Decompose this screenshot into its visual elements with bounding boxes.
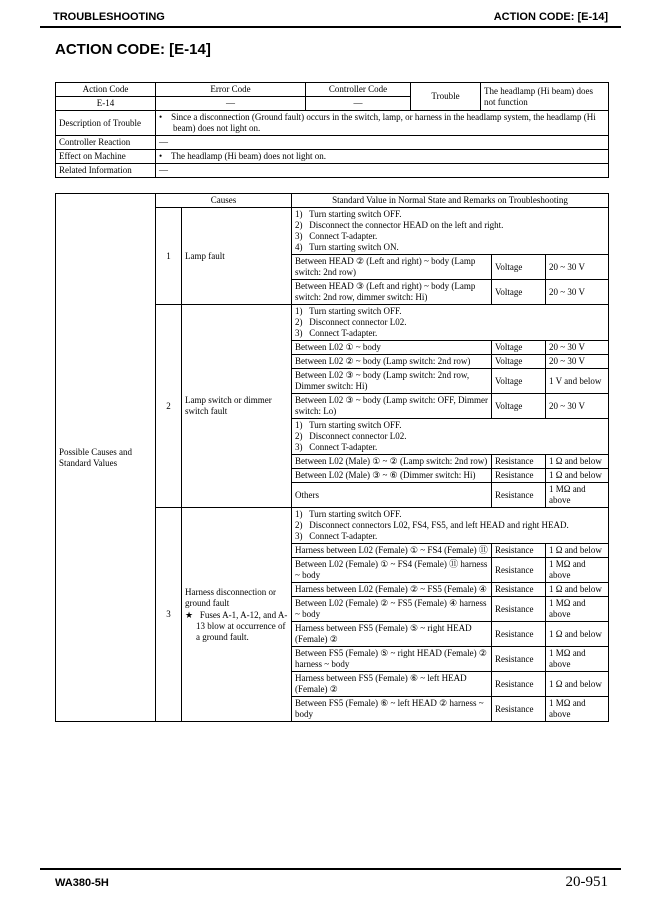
measurement-type: Resistance: [492, 622, 546, 647]
measurement-value: 1 Ω and below: [546, 672, 609, 697]
trouble-text: The headlamp (Hi beam) does not function: [481, 83, 609, 111]
trouble-info-table: [55, 82, 609, 178]
cause-name: [182, 508, 292, 722]
measurement-value: 20 ~ 30 V: [546, 394, 609, 419]
description-row: [56, 111, 609, 136]
controller-code-value: —: [306, 97, 411, 111]
measurement-type: Resistance: [492, 558, 546, 583]
effect-label: Effect on Machine: [56, 150, 156, 164]
procedure-step: 1) Turn starting switch OFF.: [295, 509, 402, 519]
measurement-type: Voltage: [492, 369, 546, 394]
measurement-type: Resistance: [492, 544, 546, 558]
cause-name-text: Harness disconnection or ground fault: [185, 586, 276, 608]
measurement-type: Voltage: [492, 394, 546, 419]
related-info-line: —: [159, 165, 168, 175]
measurement-condition: Between L02 (Female) ① ~ FS4 (Female) ⑪ harness ~ body: [292, 558, 492, 583]
measurement-condition: Between L02 ① ~ body: [292, 341, 492, 355]
description-label: Description of Trouble: [56, 111, 156, 136]
description-text-line: • Since a disconnection (Ground fault) occurs in the switch, lamp, or harness in the headlamp system, the headlamp (Hi beam) does not light on.: [159, 112, 599, 133]
effect-row: [56, 150, 609, 164]
measurement-value: 20 ~ 30 V: [546, 280, 609, 305]
measurement-value: 1 MΩ and above: [546, 697, 609, 722]
measurement-value: 20 ~ 30 V: [546, 341, 609, 355]
measurement-type: Resistance: [492, 647, 546, 672]
measurement-condition: Between L02 ③ ~ body (Lamp switch: 2nd row, Dimmer switch: Hi): [292, 369, 492, 394]
causes-header-row: [56, 194, 609, 208]
measurement-type: Resistance: [492, 697, 546, 722]
related-info-text: [156, 164, 609, 178]
measurement-type: Resistance: [492, 469, 546, 483]
cause-number: 1: [156, 208, 182, 305]
procedure-step: 3) Connect T-adapter.: [295, 442, 378, 452]
measurement-type: Voltage: [492, 280, 546, 305]
measurement-condition: Between L02 (Male) ① ~ ② (Lamp switch: 2nd row): [292, 455, 492, 469]
procedure-block: [292, 208, 609, 255]
procedure-step: 2) Disconnect connectors L02, FS4, FS5, and left HEAD and right HEAD.: [295, 520, 569, 530]
procedure-step: 3) Connect T-adapter.: [295, 531, 378, 541]
procedure-step: 2) Disconnect the connector HEAD on the left and right.: [295, 220, 504, 230]
procedure-step: 2) Disconnect connector L02.: [295, 317, 407, 327]
measurement-type: Resistance: [492, 455, 546, 469]
measurement-value: 1 Ω and below: [546, 469, 609, 483]
measurement-condition: Harness between L02 (Female) ② ~ FS5 (Female) ④: [292, 583, 492, 597]
measurement-type: Resistance: [492, 672, 546, 697]
controller-reaction-text: [156, 136, 609, 150]
cause-name-text: Lamp fault: [185, 250, 225, 261]
cause-number: 2: [156, 305, 182, 508]
controller-reaction-label: Controller Reaction: [56, 136, 156, 150]
possible-causes-side-label: Possible Causes and Standard Values: [56, 194, 156, 722]
measurement-value: 1 Ω and below: [546, 622, 609, 647]
controller-reaction-line: —: [159, 137, 168, 147]
footer-rule: [40, 868, 621, 870]
measurement-condition: Between L02 ② ~ body (Lamp switch: 2nd row): [292, 355, 492, 369]
procedure-step: 3) Connect T-adapter.: [295, 231, 378, 241]
procedure-step: 1) Turn starting switch OFF.: [295, 306, 402, 316]
measurement-condition: Harness between L02 (Female) ① ~ FS4 (Female) ⑪: [292, 544, 492, 558]
procedure-block: [292, 419, 609, 455]
measurement-type: Resistance: [492, 483, 546, 508]
measurement-value: 1 MΩ and above: [546, 597, 609, 622]
controller-reaction-row: [56, 136, 609, 150]
description-text: [156, 111, 609, 136]
standard-value-column-header: Standard Value in Normal State and Remarks on Troubleshooting: [292, 194, 609, 208]
measurement-type: Resistance: [492, 597, 546, 622]
measurement-condition: Harness between FS5 (Female) ⑥ ~ left HEAD (Female) ②: [292, 672, 492, 697]
procedure-step: 1) Turn starting switch OFF.: [295, 209, 402, 219]
measurement-value: 1 Ω and below: [546, 583, 609, 597]
measurement-value: 1 MΩ and above: [546, 647, 609, 672]
related-info-label: Related Information: [56, 164, 156, 178]
measurement-value: 1 Ω and below: [546, 455, 609, 469]
controller-code-header: Controller Code: [306, 83, 411, 97]
cause-name: [182, 305, 292, 508]
measurement-condition: Between FS5 (Female) ⑤ ~ right HEAD (Female) ② harness ~ body: [292, 647, 492, 672]
measurement-condition: Harness between FS5 (Female) ⑤ ~ right HEAD (Female) ②: [292, 622, 492, 647]
procedure-step: 2) Disconnect connector L02.: [295, 431, 407, 441]
page-header: [53, 11, 608, 23]
cause-note: ★ Fuses A-1, A-12, and A-13 blow at occurrence of a ground fault.: [185, 609, 288, 642]
measurement-condition: Others: [292, 483, 492, 508]
procedure-step: 4) Turn starting switch ON.: [295, 242, 399, 252]
measurement-value: 1 MΩ and above: [546, 483, 609, 508]
measurement-condition: Between HEAD ② (Left and right) ~ body (Lamp switch: 2nd row): [292, 255, 492, 280]
error-code-value: —: [156, 97, 306, 111]
measurement-condition: Between FS5 (Female) ⑥ ~ left HEAD ② harness ~ body: [292, 697, 492, 722]
procedure-block: [292, 305, 609, 341]
procedure-step: 1) Turn starting switch OFF.: [295, 420, 402, 430]
measurement-type: Resistance: [492, 583, 546, 597]
causes-table: [55, 193, 609, 722]
measurement-condition: Between L02 (Female) ② ~ FS5 (Female) ④ harness ~ body: [292, 597, 492, 622]
measurement-value: 1 Ω and below: [546, 544, 609, 558]
measurement-condition: Between HEAD ③ (Left and right) ~ body (Lamp switch: 2nd row, dimmer switch: Hi): [292, 280, 492, 305]
measurement-value: 20 ~ 30 V: [546, 355, 609, 369]
effect-text: [156, 150, 609, 164]
action-code-header: Action Code: [56, 83, 156, 97]
page-title: ACTION CODE: [E-14]: [55, 41, 211, 58]
info-header-row: [56, 83, 609, 97]
trouble-header: Trouble: [411, 83, 481, 111]
header-action-code: ACTION CODE: [E-14]: [493, 11, 608, 23]
related-info-row: [56, 164, 609, 178]
cause-number: 3: [156, 508, 182, 722]
cause-name-text: Lamp switch or dimmer switch fault: [185, 395, 272, 416]
footer-model: WA380-5H: [55, 877, 109, 889]
procedure-block: [292, 508, 609, 544]
measurement-value: 1 V and below: [546, 369, 609, 394]
measurement-value: 1 MΩ and above: [546, 558, 609, 583]
procedure-step: 3) Connect T-adapter.: [295, 328, 378, 338]
header-rule: [40, 26, 621, 28]
cause-name: [182, 208, 292, 305]
header-section-title: TROUBLESHOOTING: [53, 11, 165, 23]
effect-line: • The headlamp (Hi beam) does not light on.: [159, 151, 326, 161]
measurement-condition: Between L02 ③ ~ body (Lamp switch: OFF, Dimmer switch: Lo): [292, 394, 492, 419]
measurement-type: Voltage: [492, 355, 546, 369]
footer-page-number: 20-951: [565, 874, 608, 890]
measurement-condition: Between L02 (Male) ③ ~ ⑥ (Dimmer switch: Hi): [292, 469, 492, 483]
measurement-value: 20 ~ 30 V: [546, 255, 609, 280]
error-code-header: Error Code: [156, 83, 306, 97]
causes-column-header: Causes: [156, 194, 292, 208]
measurement-type: Voltage: [492, 341, 546, 355]
action-code-value: E-14: [56, 97, 156, 111]
measurement-type: Voltage: [492, 255, 546, 280]
